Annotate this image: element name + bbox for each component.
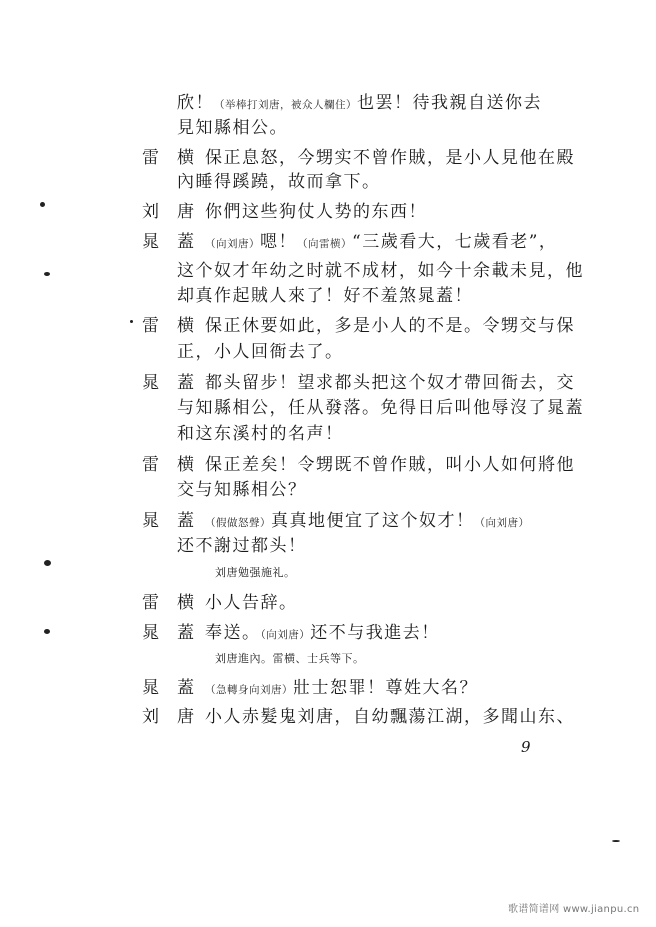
speaker-name: 晁蓋	[142, 678, 212, 698]
speech-fragment: 小人赤髮鬼刘唐，自幼飄蕩江湖，多聞山东、	[205, 707, 575, 727]
dialogue-text	[205, 147, 575, 169]
speech-fragment: 保正差矣！令甥既不曾作賊，叫小人如何將他	[205, 455, 575, 475]
speech-fragment: 保正息怒，今甥实不曾作賊，是小人見他在殿	[205, 148, 575, 168]
stage-direction	[215, 648, 365, 670]
page-number: 9	[521, 738, 531, 756]
speech-fragment: 壯士恕罪！尊姓大名？	[293, 678, 478, 698]
speaker-name: 雷横	[142, 455, 212, 475]
speech-fragment: 刘唐進內。雷横、士兵等下。	[215, 652, 365, 665]
speech-fragment: 內睡得蹊蹺，故而拿下。	[177, 172, 381, 192]
speaker-name: 晁蓋	[142, 511, 212, 531]
dialogue-text	[205, 372, 575, 394]
speech-fragment: 与知縣相公，任从發落。免得日后叫他辱沒了晁蓋	[177, 398, 584, 418]
dialogue-text	[205, 677, 478, 701]
speech-fragment: 奉送。	[205, 623, 261, 643]
speaker-name: 雷横	[142, 316, 212, 336]
dialogue-text	[177, 535, 307, 557]
dialogue-text	[205, 510, 530, 534]
dialogue-text	[205, 622, 440, 646]
speaker-name: 刘唐	[142, 707, 212, 727]
speaker-name: 雷横	[142, 148, 212, 168]
dialogue-text	[177, 341, 344, 363]
dialogue-text	[177, 117, 288, 139]
stage-note: （向雷横）	[297, 238, 352, 250]
dialogue-text	[205, 231, 557, 255]
dialogue-text	[205, 706, 575, 728]
dialogue-text	[177, 92, 542, 116]
margin-speck	[130, 320, 133, 323]
watermark: 歌谱简谱网 www.jianpu.cn	[508, 904, 640, 915]
dialogue-text	[177, 423, 344, 445]
speech-fragment: 嗯！	[260, 232, 297, 252]
speech-fragment: “三歲看大，七歲看老”，	[352, 232, 558, 252]
speech-fragment: 欣！	[177, 93, 214, 113]
dialogue-text	[205, 201, 427, 223]
margin-speck	[612, 840, 620, 842]
stage-note: （向刘唐）	[474, 517, 530, 529]
speaker-name: 晁蓋	[142, 373, 212, 393]
speech-fragment: 真真地便宜了这个奴才！	[271, 511, 475, 531]
speech-fragment: 刘唐勉强施礼。	[215, 566, 296, 579]
speech-fragment: 交与知縣相公？	[177, 480, 307, 500]
speech-fragment: 还不謝过都头！	[177, 536, 307, 556]
speech-fragment: 你們这些狗仗人势的东西！	[205, 202, 427, 222]
speech-fragment: 还不与我進去！	[310, 623, 440, 643]
speaker-name: 雷横	[142, 593, 212, 613]
margin-speck	[44, 629, 50, 634]
stage-note: （举棒打刘唐，被众人欄住）	[214, 99, 357, 111]
dialogue-text	[177, 397, 584, 419]
speaker-name: 刘唐	[142, 202, 212, 222]
margin-speck	[44, 560, 51, 566]
dialogue-text	[177, 171, 381, 193]
dialogue-text	[177, 479, 307, 501]
stage-note: （向刘唐）	[260, 629, 311, 641]
margin-speck	[44, 272, 50, 276]
dialogue-text	[177, 260, 584, 282]
speech-fragment: 見知縣相公。	[177, 118, 288, 138]
speech-fragment: 小人告辞。	[205, 593, 298, 613]
dialogue-text	[177, 285, 473, 307]
speaker-name: 晁蓋	[142, 623, 212, 643]
speech-fragment: 也罢！待我親自送你去	[357, 93, 542, 113]
stage-note: （向刘唐）	[205, 238, 260, 250]
speech-fragment: 这个奴才年幼之时就不成材，如今十余載未見，他	[177, 261, 584, 281]
stage-direction	[215, 562, 296, 584]
speech-fragment: 保正休要如此，多是小人的不是。令甥交与保	[205, 316, 575, 336]
dialogue-text	[205, 315, 575, 337]
stage-note: （急轉身向刘唐）	[205, 684, 293, 696]
speaker-name: 晁蓋	[142, 232, 212, 252]
dialogue-text	[205, 592, 298, 614]
dialogue-text	[205, 454, 575, 476]
speech-fragment: 都头留步！望求都头把这个奴才帶回衙去，交	[205, 373, 575, 393]
speech-fragment: 和这东溪村的名声！	[177, 424, 344, 444]
speech-fragment: 却真作起賊人來了！好不羞煞晁蓋！	[177, 286, 473, 306]
stage-note: （假做怒聲）	[205, 517, 271, 529]
margin-speck	[40, 202, 45, 207]
speech-fragment: 正，小人回衙去了。	[177, 342, 344, 362]
